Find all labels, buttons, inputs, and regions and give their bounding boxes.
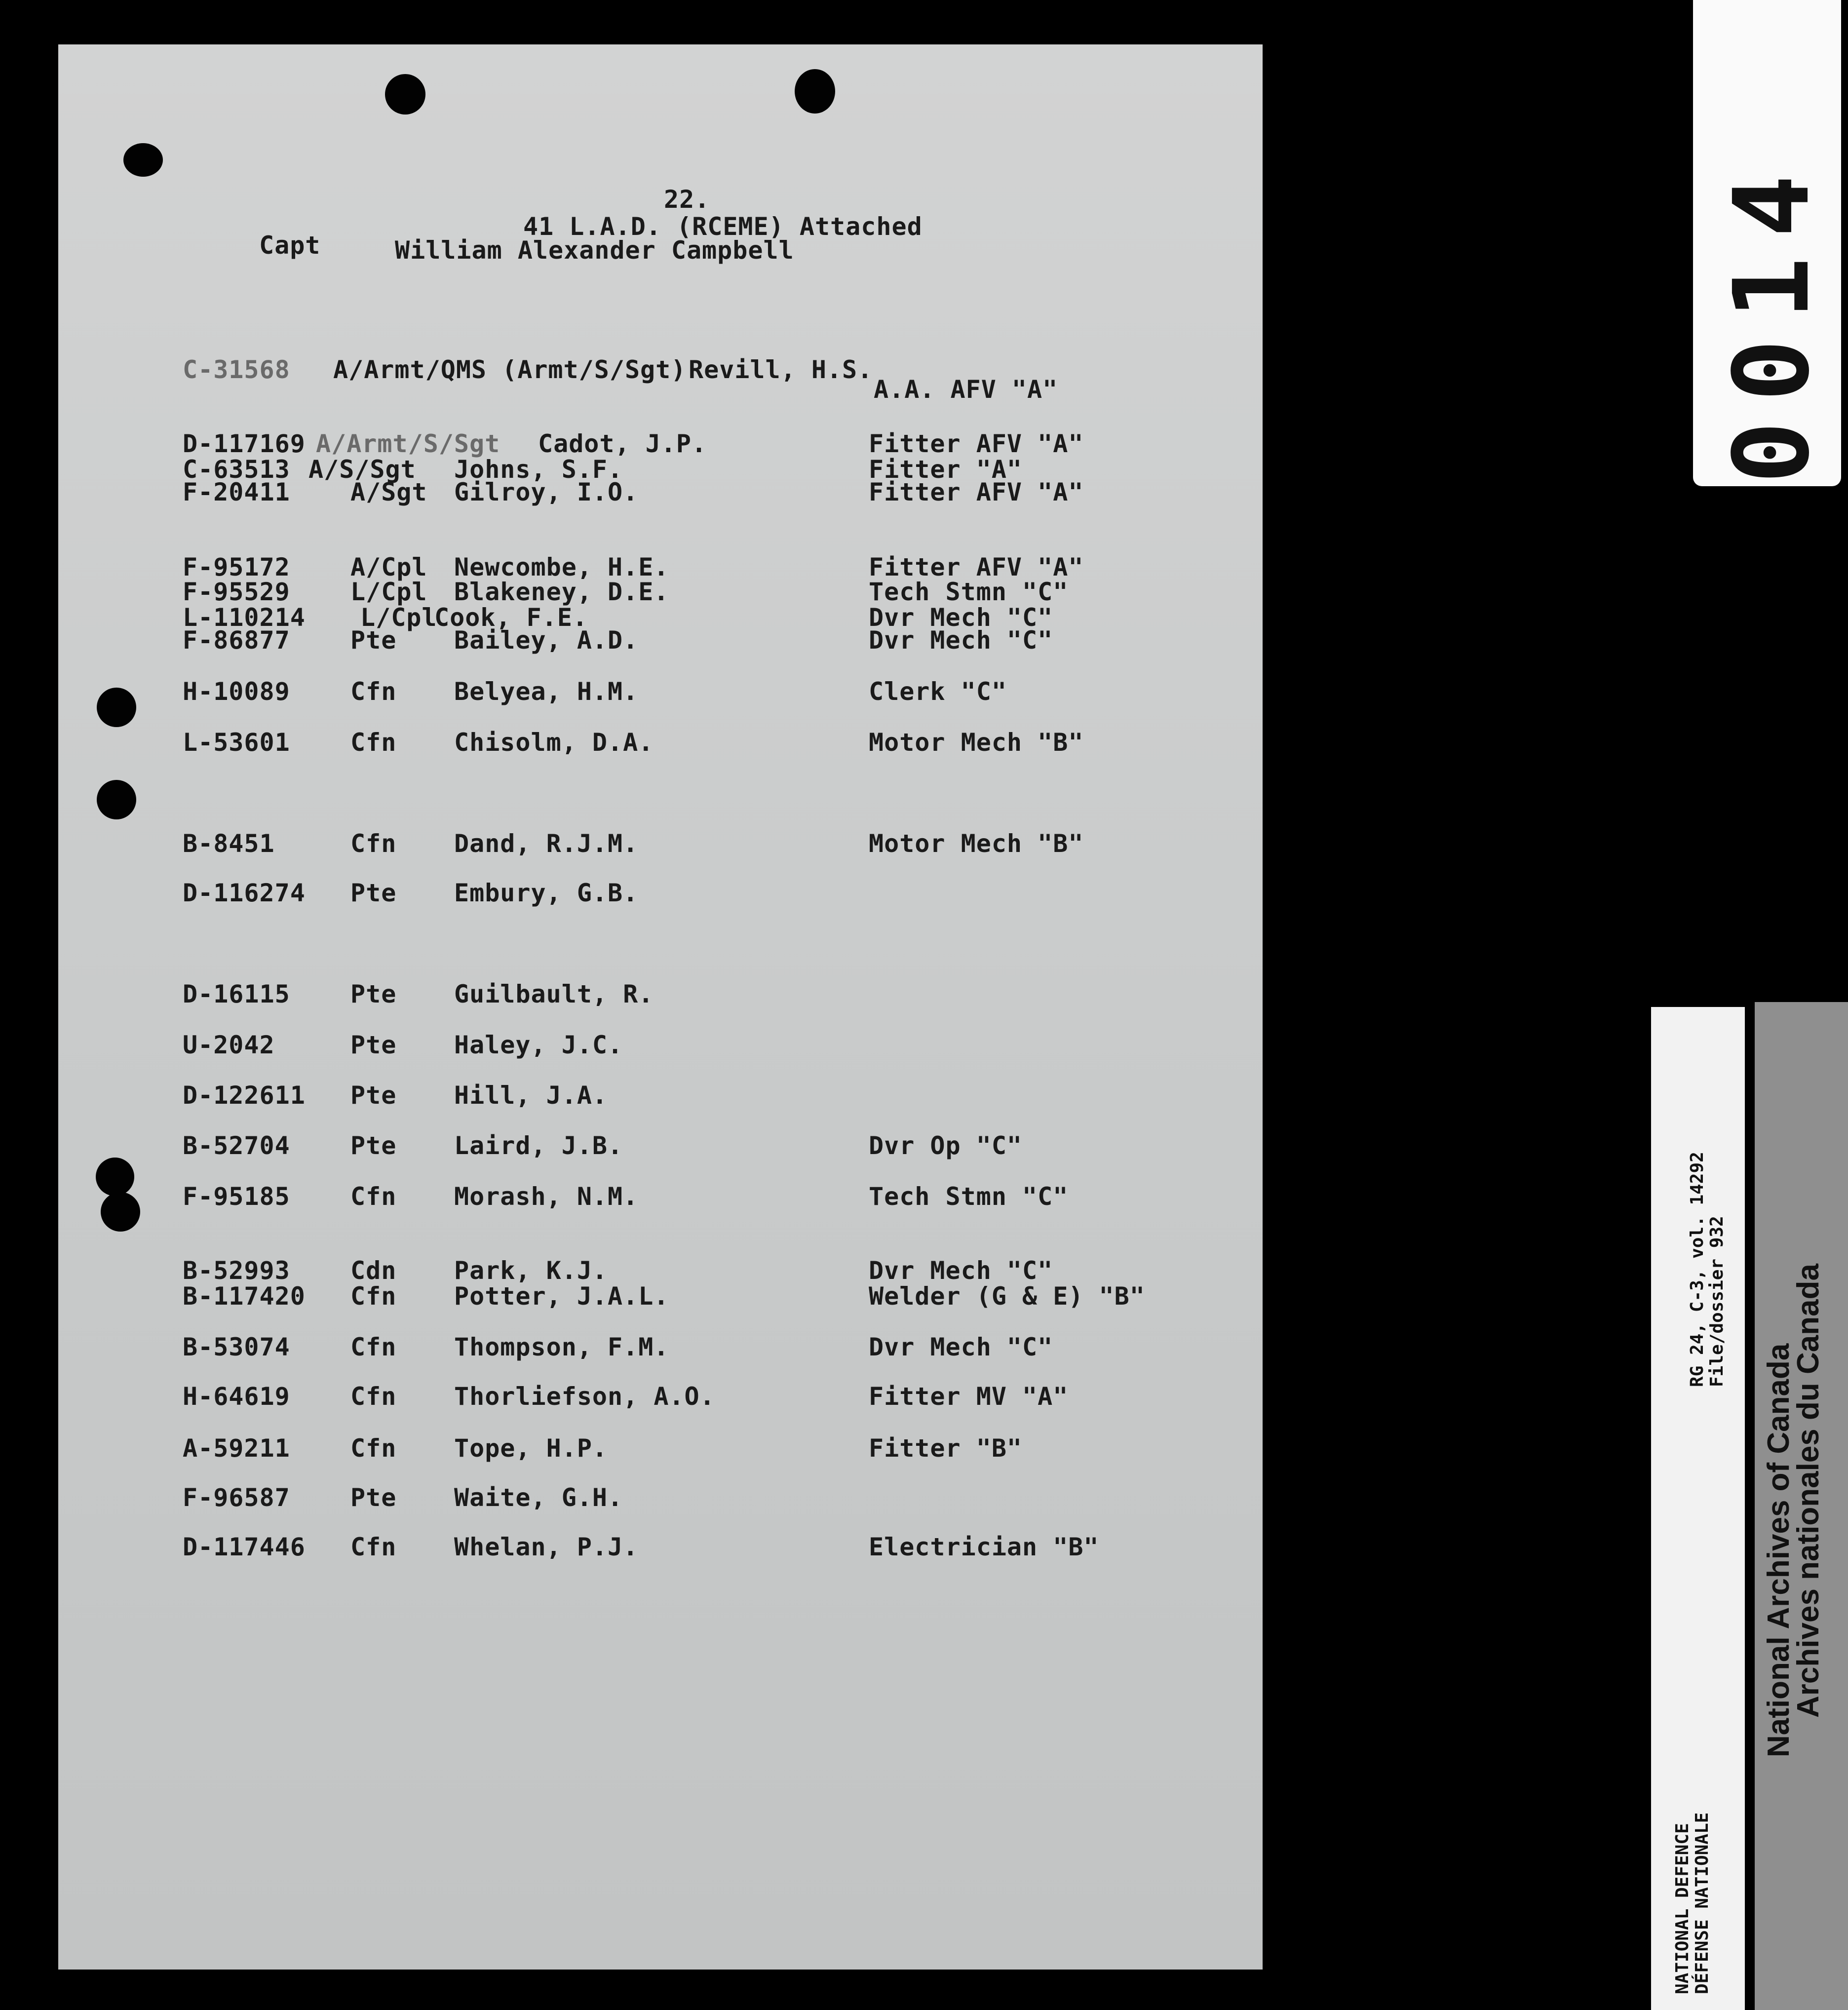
service-number: L-53601 — [183, 728, 290, 757]
service-number: C-63513 — [183, 455, 290, 484]
frame-number: 0014 — [1711, 155, 1832, 484]
department-fr: DÉFENSE NATIONALE — [1692, 1812, 1712, 1994]
trade: Motor Mech "B" — [869, 829, 1084, 858]
service-number: B-53074 — [183, 1333, 290, 1361]
surname: Blakeney, D.E. — [454, 578, 669, 606]
service-number: F-95529 — [183, 578, 290, 606]
surname: Thompson, F.M. — [454, 1333, 669, 1361]
service-number: B-8451 — [183, 829, 275, 858]
table-row — [0, 1031, 1234, 1060]
rank: A/S/Sgt — [308, 455, 416, 484]
table-row — [0, 355, 1234, 404]
surname: Belyea, H.M. — [454, 677, 639, 706]
surname: Park, K.J. — [454, 1256, 608, 1285]
trade: Dvr Mech "C" — [869, 626, 1053, 655]
rank: Pte — [350, 1483, 397, 1512]
archive-ref-line2: File/dossier 932 — [1707, 1216, 1727, 1387]
service-number: B-52993 — [183, 1256, 290, 1285]
trade: Fitter "A" — [869, 455, 1023, 484]
service-number: F-86877 — [183, 626, 290, 655]
department-en: NATIONAL DEFENCE — [1672, 1823, 1693, 1994]
rank: Cfn — [350, 677, 397, 706]
rank: A/Armt/S/Sgt — [316, 429, 500, 458]
service-number: D-16115 — [183, 980, 290, 1008]
rank: Pte — [350, 980, 397, 1008]
rank: L/Cpl — [350, 578, 427, 606]
rank: Pte — [350, 626, 397, 655]
rank: Pte — [350, 1081, 397, 1110]
surname: Potter, J.A.L. — [454, 1282, 669, 1311]
service-number: D-116274 — [183, 879, 306, 907]
surname: Tope, H.P. — [454, 1434, 608, 1463]
trade: Clerk "C" — [869, 677, 1007, 706]
service-number: C-31568 — [183, 355, 290, 384]
table-row — [0, 1434, 1234, 1464]
trade: Fitter AFV "A" — [869, 429, 1084, 458]
trade: Fitter AFV "A" — [869, 478, 1084, 506]
trade: Welder (G & E) "B" — [869, 1282, 1145, 1311]
trade: Tech Stmn "C" — [869, 578, 1069, 606]
service-number: F-96587 — [183, 1483, 290, 1512]
service-number: U-2042 — [183, 1031, 275, 1059]
surname: Cadot, J.P. — [538, 429, 707, 458]
surname: Bailey, A.D. — [454, 626, 639, 655]
trade: Electrician "B" — [869, 1533, 1099, 1561]
service-number: H-10089 — [183, 677, 290, 706]
punch-hole-top-right — [795, 69, 835, 114]
officer-rank: Capt — [259, 231, 321, 260]
service-number: B-52704 — [183, 1131, 290, 1160]
service-number: D-117169 — [183, 429, 306, 458]
surname: Dand, R.J.M. — [454, 829, 639, 858]
rank: Cfn — [350, 1182, 397, 1211]
trade: Dvr Mech "C" — [869, 603, 1053, 632]
surname: Morash, N.M. — [454, 1182, 639, 1211]
trade: Dvr Mech "C" — [869, 1333, 1053, 1361]
service-number: F-20411 — [183, 478, 290, 506]
service-number: D-122611 — [183, 1081, 306, 1110]
rank: Cfn — [350, 1533, 397, 1561]
unit-heading: 41 L.A.D. (RCEME) Attached — [523, 212, 923, 241]
service-number: F-95185 — [183, 1182, 290, 1211]
table-row — [0, 1382, 1234, 1412]
surname: Cook, F.E. — [434, 603, 588, 632]
table-row — [0, 1333, 1234, 1362]
table-row — [0, 829, 1234, 859]
trade: Fitter AFV "A" — [869, 553, 1084, 581]
table-row — [0, 980, 1234, 1009]
rank: L/Cpl — [360, 603, 437, 632]
table-row — [0, 1533, 1234, 1562]
rank: Pte — [350, 1131, 397, 1160]
table-row — [0, 879, 1234, 908]
rank: Cfn — [350, 728, 397, 757]
service-number: F-95172 — [183, 553, 290, 581]
surname: Johns, S.F. — [454, 455, 623, 484]
punch-hole-top-left — [385, 74, 425, 115]
table-row — [0, 1256, 1234, 1286]
table-row — [0, 677, 1234, 707]
rank: Pte — [350, 1031, 397, 1059]
rank: A/Cpl — [350, 553, 427, 581]
rank: Cfn — [350, 1382, 397, 1411]
surname: Revill, H.S. — [689, 355, 873, 384]
trade: Tech Stmn "C" — [869, 1182, 1069, 1211]
punch-hole-corner — [123, 143, 163, 177]
table-row — [0, 429, 1234, 459]
surname: Whelan, P.J. — [454, 1533, 639, 1561]
rank: Cfn — [350, 1434, 397, 1463]
trade: Dvr Op "C" — [869, 1131, 1023, 1160]
trade: Fitter MV "A" — [869, 1382, 1069, 1411]
trade: Fitter "B" — [869, 1434, 1023, 1463]
table-row — [0, 1081, 1234, 1111]
table-row — [0, 1131, 1234, 1161]
punch-hole-left-2 — [97, 780, 136, 819]
rank: A/Sgt — [350, 478, 427, 506]
table-row — [0, 478, 1234, 507]
surname: Thorliefson, A.O. — [454, 1382, 715, 1411]
table-row — [0, 1182, 1234, 1212]
rank: A/Armt/QMS (Armt/S/Sgt) — [333, 355, 687, 384]
rank: Cfn — [350, 1333, 397, 1361]
rank: Cdn — [350, 1256, 397, 1285]
surname: Haley, J.C. — [454, 1031, 623, 1059]
surname: Laird, J.B. — [454, 1131, 623, 1160]
surname: Waite, G.H. — [454, 1483, 623, 1512]
surname: Hill, J.A. — [454, 1081, 608, 1110]
archives-name-fr: Archives nationales du Canada — [1791, 1264, 1825, 1718]
surname: Guilbault, R. — [454, 980, 654, 1008]
archives-name-en: National Archives of Canada — [1762, 1343, 1796, 1757]
service-number: L-110214 — [183, 603, 306, 632]
table-row — [0, 728, 1234, 758]
table-row — [0, 1483, 1234, 1513]
service-number: B-117420 — [183, 1282, 306, 1311]
rank: Cfn — [350, 829, 397, 858]
service-number: D-117446 — [183, 1533, 306, 1561]
trade: Motor Mech "B" — [869, 728, 1084, 757]
surname: Gilroy, I.O. — [454, 478, 639, 506]
service-number: A-59211 — [183, 1434, 290, 1463]
table-row — [0, 1282, 1234, 1312]
rank: Cfn — [350, 1282, 397, 1311]
table-row — [0, 626, 1234, 656]
surname: Newcombe, H.E. — [454, 553, 669, 581]
archive-ref-line1: RG 24, C-3, vol. 14292 — [1687, 1152, 1707, 1387]
page-number: 22. — [664, 185, 710, 214]
service-number: H-64619 — [183, 1382, 290, 1411]
trade: A.A. AFV "A" — [874, 375, 1058, 404]
table-row — [0, 578, 1234, 607]
surname: Embury, G.B. — [454, 879, 639, 907]
trade: Dvr Mech "C" — [869, 1256, 1053, 1285]
surname: Chisolm, D.A. — [454, 728, 654, 757]
officer-name: William Alexander Campbell — [395, 236, 794, 265]
rank: Pte — [350, 879, 397, 907]
